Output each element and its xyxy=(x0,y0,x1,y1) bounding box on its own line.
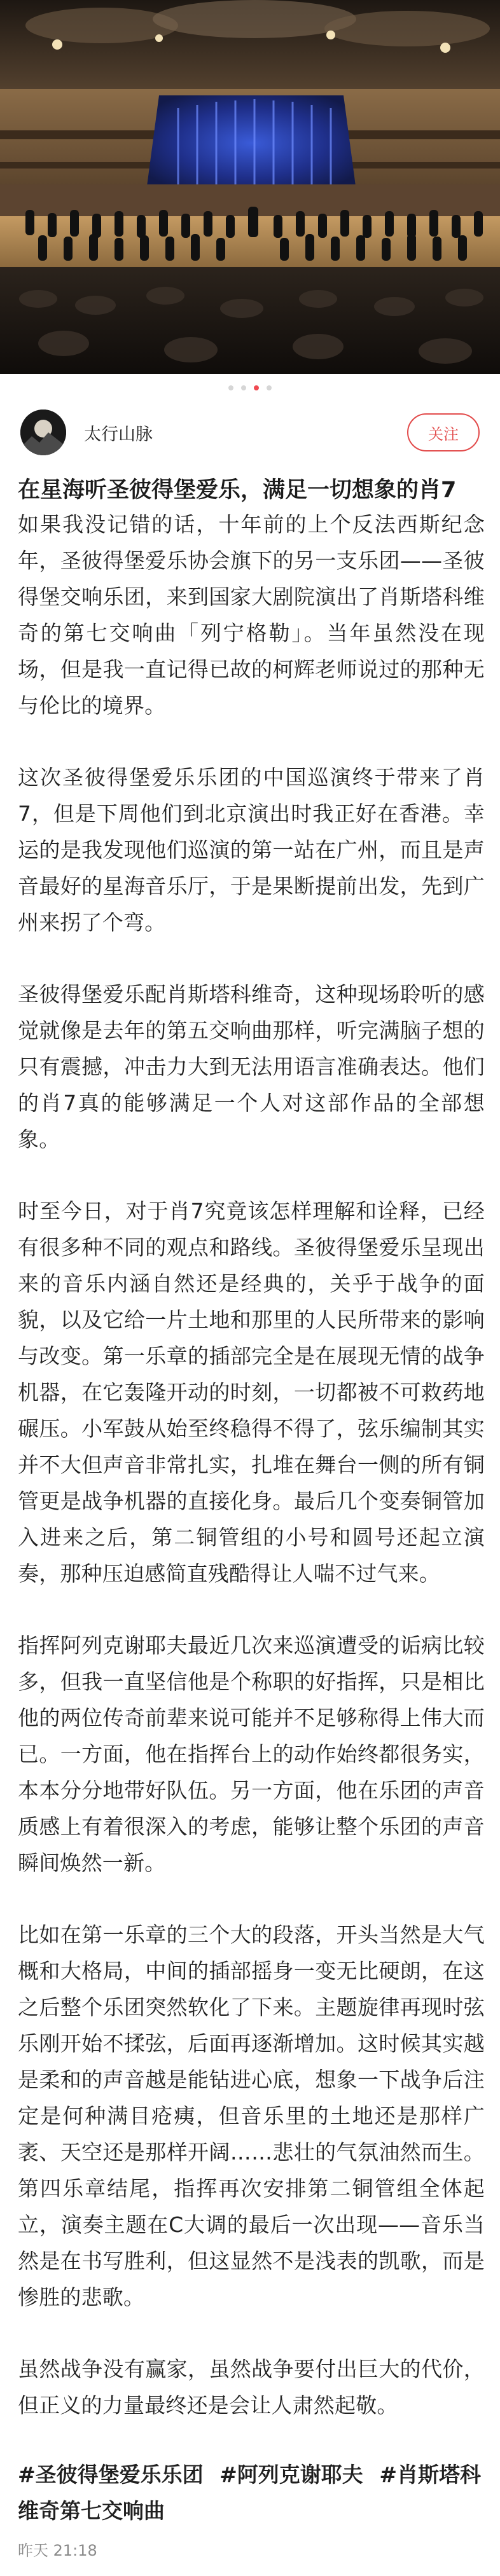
hashtag-link[interactable]: #阿列克谢耶夫 xyxy=(219,2462,363,2487)
hero-photo[interactable] xyxy=(0,0,500,374)
author-name[interactable]: 太行山脉 xyxy=(84,424,153,444)
carousel-indicator xyxy=(0,374,500,402)
carousel-dot-active[interactable] xyxy=(254,385,259,390)
avatar[interactable] xyxy=(20,410,66,455)
article-paragraph: 指挥阿列克谢耶夫最近几次来巡演遭受的诟病比较多，但我一直坚信他是个称职的好指挥，只是相比他的两位传奇前辈来说可能并不足够称得上伟大而已。一方面，他在指挥台上的动作始终都很务实，本本分分地带好队伍。另一方面，他在乐团的声音质感上有着很深入的考虑，能够让整个乐团的声音瞬间焕然一新。 xyxy=(18,1633,485,1875)
hashtag-list xyxy=(18,2456,485,2529)
hashtag-link[interactable]: #肖斯塔科维奇第七交响曲 xyxy=(18,2462,481,2523)
carousel-dot[interactable] xyxy=(267,385,272,390)
article-paragraph: 圣彼得堡爱乐配肖斯塔科维奇，这种现场聆听的感觉就像是去年的第五交响曲那样，听完满脑子想的只有震撼，冲击力大到无法用语言准确表达。他们的肖7真的能够满足一个人对这部作品的全部想象。 xyxy=(18,982,485,1152)
article-paragraph: 时至今日，对于肖7究竟该怎样理解和诠释，已经有很多种不同的观点和路线。圣彼得堡爱乐呈现出来的音乐内涵自然还是经典的，关乎于战争的面貌，以及它给一片土地和那里的人民所带来的影响与改变。第一乐章的插部完全是在展现无情的战争机器，在它轰隆开动的时刻，一切都被不可救药地碾压。小军鼓从始至终稳得不得了，弦乐编制其实并不大但声音非常扎实，扎堆在舞台一侧的所有铜管更是战争机器的直接化身。最后几个变奏铜管加入进来之后，第二铜管组的小号和圆号还起立演奏，那种压迫感简直残酷得让人喘不过气来。 xyxy=(18,1199,485,1586)
concert-hall-image xyxy=(0,0,500,374)
follow-button[interactable]: 关注 xyxy=(407,413,480,451)
article-paragraph: 这次圣彼得堡爱乐乐团的中国巡演终于带来了肖7，但是下周他们到北京演出时我正好在香港。幸运的是我发现他们巡演的第一站在广州，而且是声音最好的星海音乐厅，于是果断提前出发，先到广州来拐了个弯。 xyxy=(18,765,485,935)
article-paragraph: 比如在第一乐章的三个大的段落，开头当然是大气概和大格局，中间的插部摇身一变无比硬朗，在这之后整个乐团突然软化了下来。主题旋律再现时弦乐刚开始不揉弦，后面再逐渐增加。这时候其实越是柔和的声音越是能钻进心底，想象一下战争后注定是何种满目疮痍，但音乐里的土地还是那样广袤、天空还是那样开阔……悲壮的气氛油然而生。第四乐章结尾，指挥再次安排第二铜管组全体起立，演奏主题在C大调的最后一次出现——音乐当然是在书写胜利，但这显然不是浅表的凯歌，而是惨胜的悲歌。 xyxy=(18,1922,485,2310)
article-paragraph: 虽然战争没有赢家，虽然战争要付出巨大的代价，但正义的力量最终还是会让人肃然起敬。 xyxy=(18,2357,485,2418)
carousel-dot[interactable] xyxy=(241,385,246,390)
hashtag-link[interactable]: #圣彼得堡爱乐乐团 xyxy=(18,2462,204,2487)
article-paragraph: 如果我没记错的话，十年前的上个反法西斯纪念年，圣彼得堡爱乐协会旗下的另一支乐团——圣彼得堡交响乐团，来到国家大剧院演出了肖斯塔科维奇的第七交响曲「列宁格勒」。当年虽然没在现场，但是我一直记得已故的柯辉老师说过的那种无与伦比的境界。 xyxy=(18,512,485,718)
post-timestamp: 昨天 21:18 xyxy=(18,2542,97,2559)
mountain-avatar-icon xyxy=(20,410,66,455)
carousel-dot[interactable] xyxy=(228,385,233,390)
author-bar xyxy=(0,402,500,463)
article-title: 在星海听圣彼得堡爱乐，满足一切想象的肖7 xyxy=(18,478,457,503)
article-body xyxy=(0,463,500,2576)
